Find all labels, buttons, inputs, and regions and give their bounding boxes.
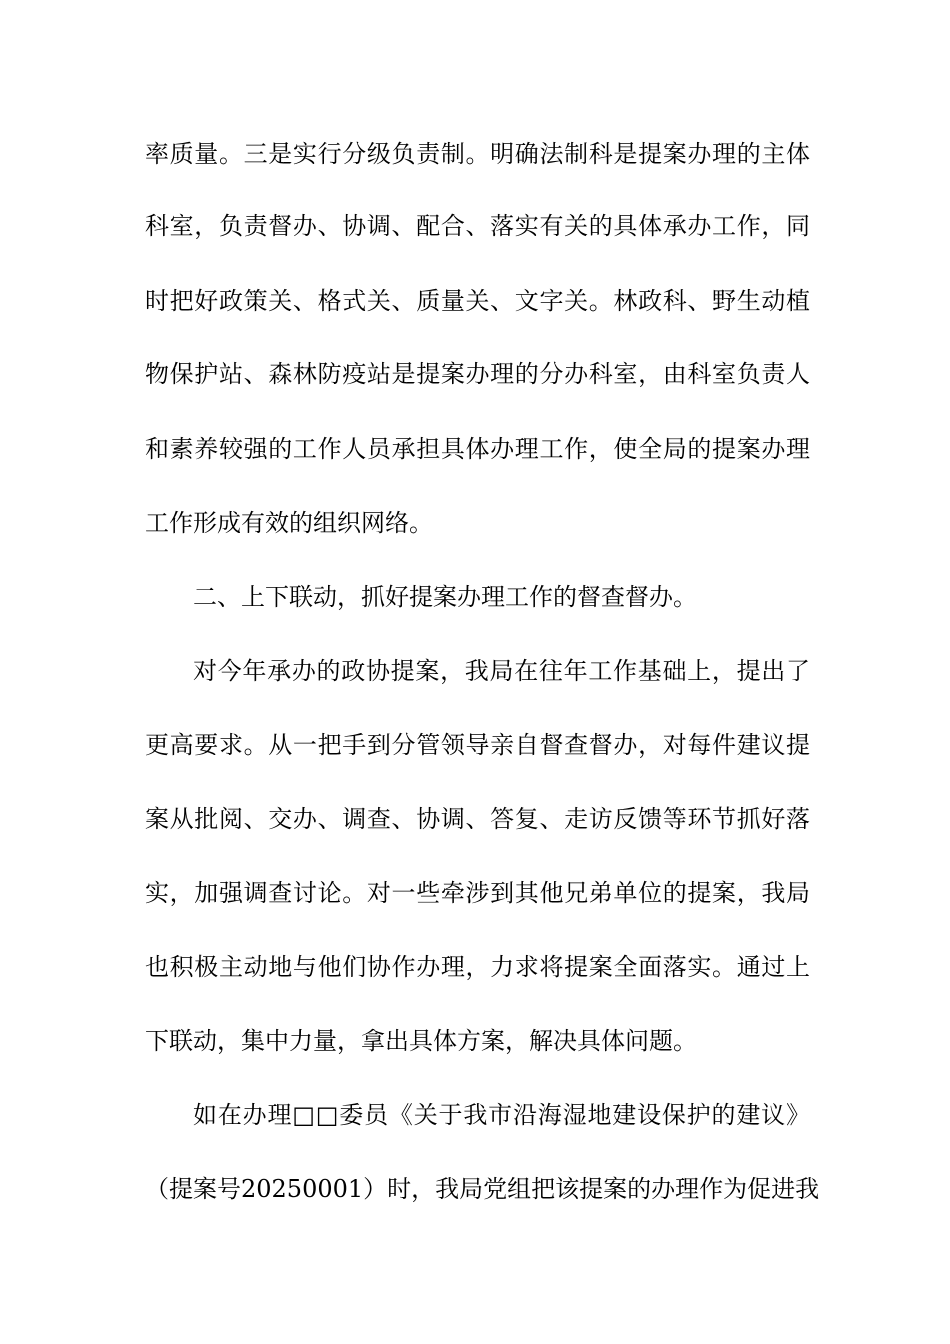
section-heading: 二、上下联动，抓好提案办理工作的督查督办。 [193,583,697,611]
text-line: 时把好政策关、格式关、质量关、文字关。林政科、野生动植 [145,287,810,315]
text-line: 科室，负责督办、协调、配合、落实有关的具体承办工作，同 [145,212,810,240]
text-line: 更高要求。从一把手到分管领导亲自督查督办，对每件建议提 [145,731,810,759]
text-line: 和素养较强的工作人员承担具体办理工作，使全局的提案办理 [145,435,810,463]
text-line: 率质量。三是实行分级负责制。明确法制科是提案办理的主体 [145,140,810,168]
text-line: 实，加强调查讨论。对一些牵涉到其他兄弟单位的提案，我局 [145,879,810,907]
text-line: 工作形成有效的组织网络。 [145,509,433,537]
text-line: 对今年承办的政协提案，我局在往年工作基础上，提出了 [193,657,810,685]
text-line: 案从批阅、交办、调查、协调、答复、走访反馈等环节抓好落 [145,805,810,833]
text-line: 也积极主动地与他们协作办理，力求将提案全面落实。通过上 [145,953,810,981]
text-line: 如在办理□□委员《关于我市沿海湿地建设保护的建议》 [193,1101,810,1129]
text-line: 下联动，集中力量，拿出具体方案，解决具体问题。 [145,1027,697,1055]
text-line: （提案号20250001）时，我局党组把该提案的办理作为促进我 [145,1175,820,1203]
text-line: 物保护站、森林防疫站是提案办理的分办科室，由科室负责人 [145,360,810,388]
